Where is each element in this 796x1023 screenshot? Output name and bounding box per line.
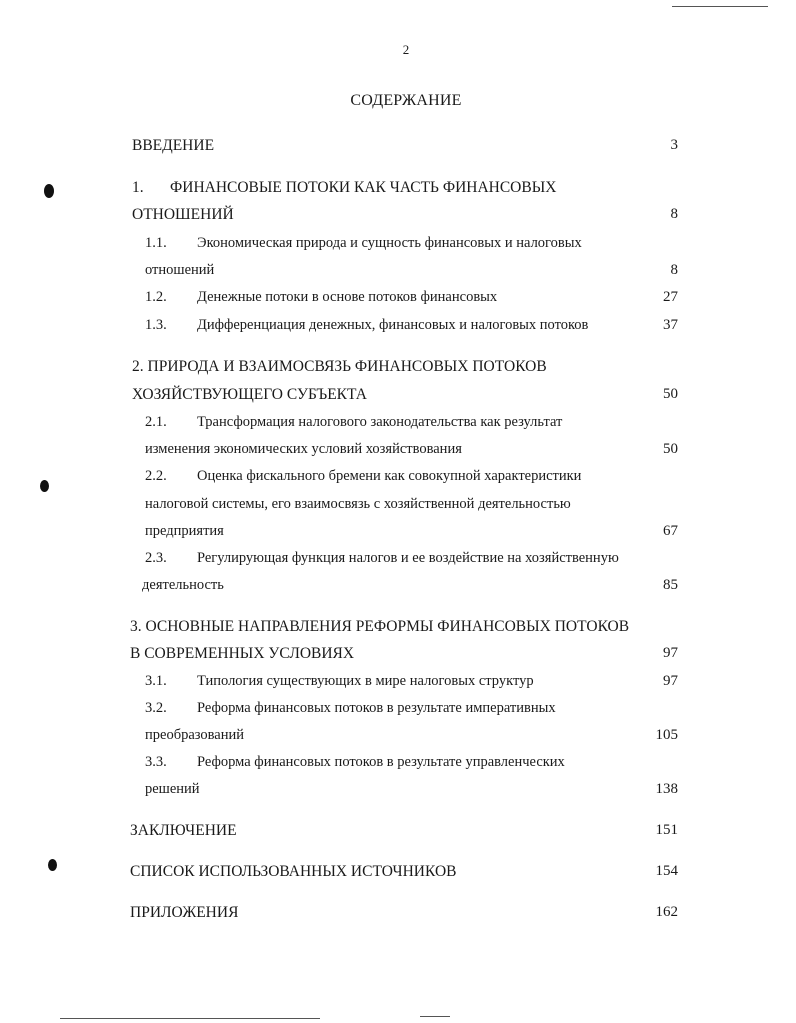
toc-section-2-2-page: 67 (663, 523, 678, 539)
toc-chapter-1-page: 8 (670, 206, 678, 222)
toc-section-1-3 (145, 317, 588, 334)
punch-hole-middle (40, 480, 49, 492)
toc-chapter-2-line2: ХОЗЯЙСТВУЮЩЕГО СУБЪЕКТА (132, 386, 367, 403)
toc-section-2-3-num: 2.3. (145, 550, 167, 566)
toc-section-2-3-line1 (145, 550, 619, 567)
scan-artifact-bottom-right (420, 1016, 450, 1017)
toc-section-3-3-line1 (145, 754, 565, 771)
toc-section-1-1-num: 1.1. (145, 235, 167, 251)
scan-artifact-bottom (60, 1018, 320, 1019)
toc-intro-page: 3 (670, 137, 678, 153)
toc-chapter-3-line2: В СОВРЕМЕННЫХ УСЛОВИЯХ (130, 645, 355, 662)
toc-chapter-3-page: 97 (663, 645, 678, 661)
toc-section-1-1-title: Экономическая природа и сущность финансовых и налоговых (197, 235, 582, 251)
toc-section-1-2 (145, 289, 497, 306)
toc-section-1-3-num: 1.3. (145, 317, 167, 333)
toc-appendix-label: ПРИЛОЖЕНИЯ (130, 904, 239, 921)
toc-section-2-1-title: Трансформация налогового законодательства как результат (197, 414, 563, 430)
toc-section-1-1-page: 8 (670, 262, 678, 278)
toc-appendix-page: 162 (655, 904, 678, 920)
punch-hole-bottom (48, 859, 57, 871)
toc-conclusion-page: 151 (655, 822, 678, 838)
toc-chapter-1-num: 1. (132, 179, 144, 196)
scan-artifact-top (672, 6, 768, 7)
toc-section-3-3-page: 138 (655, 781, 678, 797)
toc-intro-label: ВВЕДЕНИЕ (132, 137, 215, 154)
toc-chapter-1-line1 (132, 179, 556, 197)
toc-section-2-1-num: 2.1. (145, 414, 167, 430)
toc-section-2-2-num: 2.2. (145, 468, 167, 484)
toc-section-1-1-line2: отношений (145, 262, 215, 278)
toc-section-2-2-line2: налоговой системы, его взаимосвязь с хозяйственной деятельностью (145, 496, 571, 512)
toc-section-3-3-title: Реформа финансовых потоков в результате управленческих (197, 754, 565, 770)
toc-section-1-2-num: 1.2. (145, 289, 167, 305)
toc-section-3-3-num: 3.3. (145, 754, 167, 770)
toc-section-1-2-title: Денежные потоки в основе потоков финансовых (197, 289, 498, 305)
toc-section-3-1 (145, 673, 534, 690)
toc-section-1-2-page: 27 (663, 289, 678, 305)
toc-chapter-2-page: 50 (663, 386, 678, 402)
toc-sources-label: СПИСОК ИСПОЛЬЗОВАННЫХ ИСТОЧНИКОВ (130, 863, 457, 880)
toc-section-3-1-title: Типология существующих в мире налоговых структур (197, 673, 534, 689)
toc-chapter-3-line1: 3. ОСНОВНЫЕ НАПРАВЛЕНИЯ РЕФОРМЫ ФИНАНСОВЫХ ПОТОКОВ (130, 618, 630, 635)
toc-section-3-1-page: 97 (663, 673, 678, 689)
toc-conclusion-label: ЗАКЛЮЧЕНИЕ (130, 822, 237, 839)
toc-chapter-1-title: ФИНАНСОВЫЕ ПОТОКИ КАК ЧАСТЬ ФИНАНСОВЫХ (170, 179, 557, 196)
toc-section-2-1-page: 50 (663, 441, 678, 457)
toc-section-2-3-title: Регулирующая функция налогов и ее воздействие на хозяйственную (197, 550, 619, 566)
toc-section-3-2-line2: преобразований (145, 727, 245, 743)
toc-section-3-1-num: 3.1. (145, 673, 167, 689)
toc-section-3-2-title: Реформа финансовых потоков в результате императивных (197, 700, 556, 716)
page-title: СОДЕРЖАНИЕ (350, 92, 462, 109)
toc-section-2-2-title: Оценка фискального бремени как совокупной характеристики (197, 468, 582, 484)
toc-section-1-3-page: 37 (663, 317, 678, 333)
toc-section-2-2-line1 (145, 468, 581, 485)
toc-section-3-2-page: 105 (655, 727, 678, 743)
toc-section-3-3-line2: решений (145, 781, 200, 797)
punch-hole-top (44, 184, 54, 198)
toc-section-2-3-line2: деятельность (142, 577, 224, 593)
toc-section-1-1-line1 (145, 235, 582, 252)
toc-section-2-3-page: 85 (663, 577, 678, 593)
toc-chapter-1-line2: ОТНОШЕНИЙ (132, 206, 234, 223)
toc-chapter-2-line1: 2. ПРИРОДА И ВЗАИМОСВЯЗЬ ФИНАНСОВЫХ ПОТОКОВ (132, 358, 547, 375)
toc-section-3-2-line1 (145, 700, 556, 717)
toc-section-1-3-title: Дифференциация денежных, финансовых и налоговых потоков (197, 317, 589, 333)
toc-section-2-2-line3: предприятия (145, 523, 224, 539)
page-number: 2 (402, 42, 410, 57)
toc-section-2-1-line2: изменения экономических условий хозяйствования (145, 441, 462, 457)
toc-sources-page: 154 (655, 863, 678, 879)
toc-section-3-2-num: 3.2. (145, 700, 167, 716)
toc-section-2-1-line1 (145, 414, 562, 431)
